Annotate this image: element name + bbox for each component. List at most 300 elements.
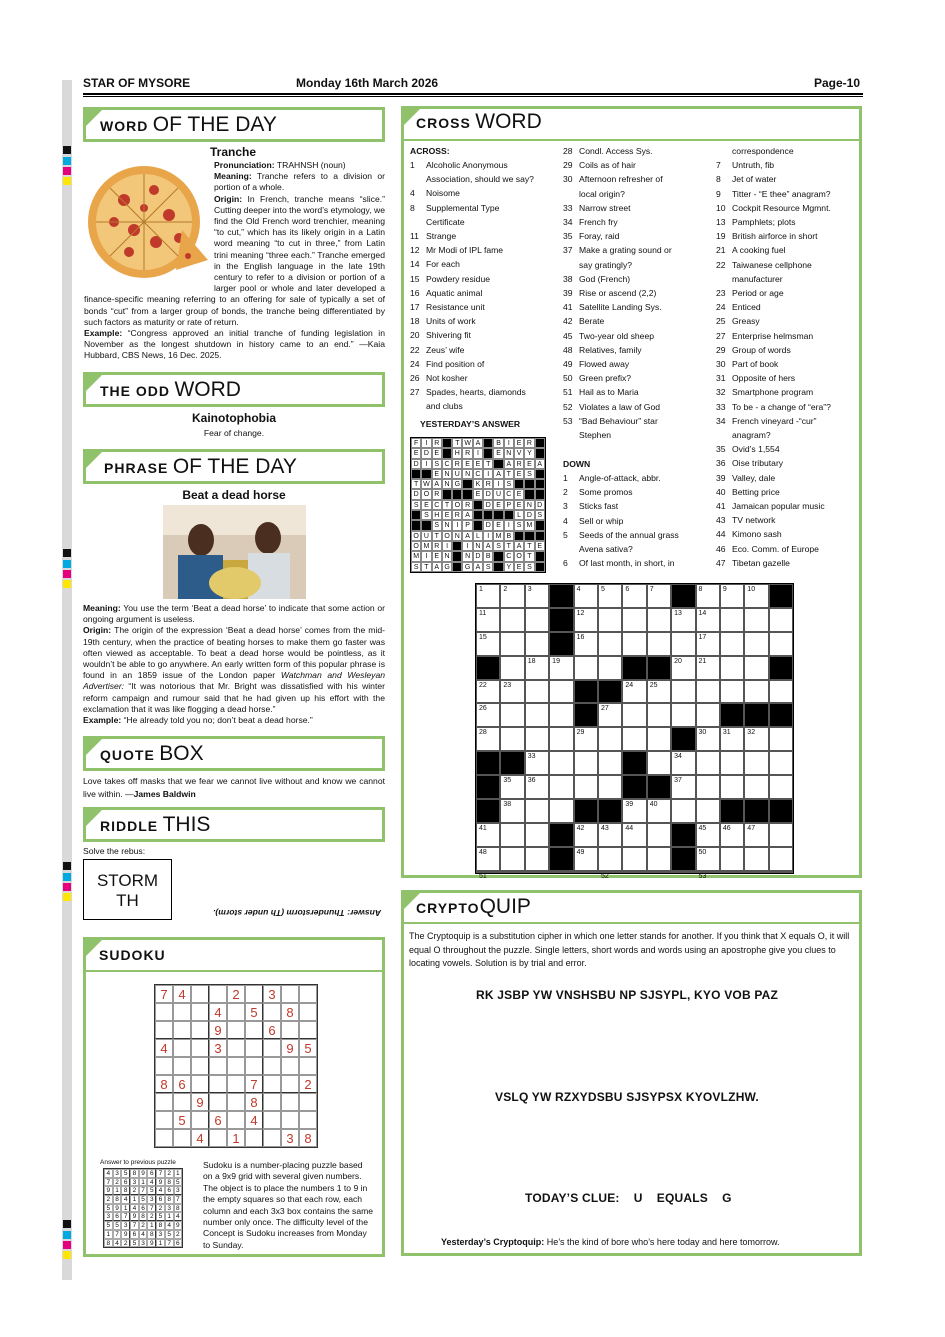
clue-item	[563, 514, 679, 528]
sudoku-cell[interactable]	[281, 1075, 299, 1093]
answer-cell: C	[473, 469, 483, 479]
crossword-cell[interactable]	[696, 847, 720, 871]
sudoku-cell[interactable]	[299, 1093, 317, 1111]
answer-cell: E	[432, 469, 442, 479]
clue-number: 29	[563, 160, 573, 171]
sudoku-cell[interactable]	[263, 1075, 281, 1093]
crossword-cell[interactable]	[696, 584, 720, 608]
crossword-cell[interactable]	[574, 608, 598, 632]
crossword-cell[interactable]	[769, 775, 793, 799]
cryptoquip-intro: The Cryptoquip is a substitution cipher in which one letter stands for another. If you think that X equals O, it will equal O throughout the puzzle. Single letters, short words and words using an apostrophe give you clues to locating vowels. Solution is by trial and error.	[409, 931, 850, 968]
sudoku-cell[interactable]	[191, 1075, 209, 1093]
sudoku-cell[interactable]	[227, 1039, 245, 1057]
crossword-cell[interactable]	[500, 680, 524, 704]
clue-item	[716, 172, 831, 186]
sudoku-cell[interactable]	[209, 1057, 227, 1075]
cryptoquip-divider	[404, 922, 859, 924]
answer-cell: D	[483, 520, 493, 530]
crossword-cell[interactable]	[549, 703, 573, 727]
crossword-cell[interactable]	[647, 608, 671, 632]
sudoku-cell[interactable]	[227, 1111, 245, 1129]
crossword-cell[interactable]	[696, 680, 720, 704]
crossword-cell[interactable]	[720, 680, 744, 704]
crossword-cell[interactable]	[671, 632, 695, 656]
answer-cell: U	[493, 489, 503, 499]
crossword-cell[interactable]	[622, 799, 646, 823]
clue-number: 18	[410, 316, 420, 327]
crossword-cell[interactable]	[598, 632, 622, 656]
sudoku-cell[interactable]	[263, 1111, 281, 1129]
crossword-cell[interactable]	[500, 775, 524, 799]
sudoku-cell: 3	[174, 1186, 183, 1195]
sudoku-cell[interactable]	[191, 1003, 209, 1021]
answer-cell: E	[535, 541, 545, 551]
crossword-cell[interactable]	[574, 584, 598, 608]
crossword-cell[interactable]	[622, 608, 646, 632]
sudoku-cell[interactable]	[245, 1039, 263, 1057]
crossword-cell[interactable]	[671, 656, 695, 680]
crossword-cell[interactable]	[574, 727, 598, 751]
crossword-cell[interactable]	[525, 703, 549, 727]
crossword-cell[interactable]	[598, 703, 622, 727]
crossword-cell[interactable]	[549, 656, 573, 680]
clue-item	[716, 329, 831, 343]
crossword-cell[interactable]	[769, 847, 793, 871]
crossword-cell[interactable]	[598, 584, 622, 608]
crossword-cell[interactable]	[744, 608, 768, 632]
crossword-cell[interactable]	[476, 632, 500, 656]
black-square	[462, 479, 472, 489]
crossword-cell[interactable]	[500, 703, 524, 727]
clue-item	[563, 371, 672, 385]
crossword-cell[interactable]	[671, 680, 695, 704]
clue-number: 48	[563, 344, 573, 355]
answer-cell: D	[411, 459, 421, 469]
word-of-day-word: Tranche	[210, 145, 257, 159]
crossword-cell[interactable]	[622, 871, 646, 873]
cell-number: 40	[649, 801, 658, 809]
answer-cell: S	[535, 510, 545, 520]
crossword-cell[interactable]	[574, 632, 598, 656]
crossword-cell[interactable]	[598, 775, 622, 799]
sudoku-cell[interactable]	[299, 1111, 317, 1129]
sudoku-cell: 9	[121, 1230, 130, 1239]
sudoku-cell: 9	[113, 1204, 122, 1213]
crossword-cell[interactable]	[525, 775, 549, 799]
sudoku-cell[interactable]	[245, 1021, 263, 1039]
black-square	[473, 510, 483, 520]
sudoku-cell[interactable]	[155, 1093, 173, 1111]
crossword-cell[interactable]	[769, 632, 793, 656]
crossword-cell[interactable]	[647, 703, 671, 727]
crossword-cell[interactable]	[476, 584, 500, 608]
sudoku-cell[interactable]	[263, 1003, 281, 1021]
crossword-cell[interactable]	[696, 608, 720, 632]
across-label: ACROSS:	[410, 146, 450, 156]
crossword-cell[interactable]	[744, 775, 768, 799]
sudoku-cell[interactable]	[299, 1003, 317, 1021]
cell-number: 34	[674, 753, 682, 761]
sudoku-cell[interactable]	[299, 1057, 317, 1075]
crossword-cell[interactable]	[696, 632, 720, 656]
sudoku-cell[interactable]	[227, 1075, 245, 1093]
crossword-cell[interactable]	[744, 847, 768, 871]
crossword-cell[interactable]	[525, 656, 549, 680]
crossword-cell[interactable]	[647, 727, 671, 751]
sudoku-cell: 2	[113, 1178, 122, 1187]
crossword-cell[interactable]	[525, 680, 549, 704]
crossword-cell[interactable]	[720, 632, 744, 656]
sudoku-cell[interactable]	[245, 1057, 263, 1075]
answer-cell: E	[524, 459, 534, 469]
crossword-cell[interactable]	[720, 751, 744, 775]
crossword-cell[interactable]	[525, 608, 549, 632]
crossword-cell[interactable]	[696, 799, 720, 823]
cell-number: 39	[625, 801, 634, 809]
crossword-cell[interactable]	[696, 871, 720, 880]
answer-cell: M	[421, 541, 431, 551]
crossword-cell[interactable]	[622, 584, 646, 608]
sudoku-cell[interactable]	[191, 1111, 209, 1129]
answer-cell: R	[452, 510, 462, 520]
crossword-cell[interactable]	[598, 656, 622, 680]
answer-cell: T	[483, 459, 493, 469]
crossword-cell[interactable]	[500, 799, 524, 823]
answer-cell: A	[462, 531, 472, 541]
cell-number: 24	[625, 681, 634, 689]
crossword-cell[interactable]	[744, 680, 768, 704]
crossword-cell[interactable]	[744, 584, 768, 608]
crossword-cell[interactable]	[500, 727, 524, 751]
sudoku-grid[interactable]	[154, 984, 318, 1148]
crossword-cell[interactable]	[525, 871, 549, 873]
sudoku-cell: 8	[139, 1212, 148, 1221]
crossword-cell[interactable]	[769, 751, 793, 775]
crossword-cell[interactable]	[769, 608, 793, 632]
black-square	[411, 520, 421, 530]
crossword-cell[interactable]	[598, 847, 622, 871]
crossword-cell[interactable]	[525, 799, 549, 823]
cell-number: 26	[479, 705, 487, 713]
crossword-cell[interactable]	[744, 727, 768, 751]
clue-number: 50	[563, 373, 573, 384]
crossword-cell[interactable]	[574, 775, 598, 799]
sudoku-cell[interactable]	[209, 985, 227, 1003]
sudoku-cell[interactable]	[281, 1021, 299, 1039]
black-square	[483, 448, 493, 458]
sudoku-cell[interactable]	[191, 1057, 209, 1075]
crossword-cell[interactable]	[549, 751, 573, 775]
crossword-cell[interactable]	[476, 847, 500, 871]
crossword-cell[interactable]	[622, 823, 646, 847]
black-square	[462, 489, 472, 499]
sudoku-cell[interactable]	[227, 1003, 245, 1021]
sudoku-cell: 1	[104, 1230, 113, 1239]
crossword-cell[interactable]	[476, 703, 500, 727]
clues-col-2	[563, 144, 672, 442]
sudoku-cell[interactable]	[263, 1039, 281, 1057]
crossword-cell[interactable]	[744, 871, 768, 873]
crossword-cell[interactable]	[598, 608, 622, 632]
clue-item	[716, 428, 831, 442]
arguing-couple-photo	[163, 505, 306, 599]
sudoku-cell[interactable]	[155, 1021, 173, 1039]
crossword-cell[interactable]	[500, 656, 524, 680]
sudoku-cell[interactable]	[227, 1093, 245, 1111]
example-line: Example: “Congress approved an initial tranche of funding legislation in November as the longest shutdown in history came to an end.” —Kaia Hubbard, CBS News, 16 Dec. 2025.	[84, 328, 385, 361]
answer-cell: I	[493, 479, 503, 489]
crossword-cell[interactable]	[647, 799, 671, 823]
crossword-cell[interactable]	[500, 608, 524, 632]
crossword-cell[interactable]	[549, 727, 573, 751]
crossword-cell[interactable]	[574, 751, 598, 775]
crossword-cell[interactable]	[500, 823, 524, 847]
answer-cell: N	[442, 551, 452, 561]
sudoku-cell: 4	[174, 1212, 183, 1221]
clue-item	[563, 414, 672, 428]
crossword-cell[interactable]	[598, 751, 622, 775]
crossword-cell[interactable]	[769, 871, 793, 873]
sudoku-cell[interactable]	[209, 1093, 227, 1111]
crossword-cell[interactable]	[574, 847, 598, 871]
crossword-cell[interactable]	[671, 799, 695, 823]
crossword-cell[interactable]	[720, 608, 744, 632]
sudoku-cell[interactable]	[227, 1021, 245, 1039]
answer-cell: O	[411, 541, 421, 551]
sudoku-cell[interactable]	[263, 1093, 281, 1111]
sudoku-cell[interactable]	[263, 1129, 281, 1147]
sudoku-cell[interactable]	[155, 1111, 173, 1129]
crossword-cell[interactable]	[696, 727, 720, 751]
clue-number: 5	[563, 529, 568, 540]
crossword-cell[interactable]	[769, 680, 793, 704]
sudoku-cell: 5	[173, 1111, 191, 1129]
crossword-cell[interactable]	[622, 680, 646, 704]
sudoku-cell[interactable]	[209, 1129, 227, 1147]
crossword-cell[interactable]	[744, 632, 768, 656]
crossword-cell[interactable]	[622, 703, 646, 727]
crossword-cell[interactable]	[549, 799, 573, 823]
sudoku-cell[interactable]	[173, 1057, 191, 1075]
crossword-grid[interactable]	[475, 583, 794, 880]
crossword-cell[interactable]	[525, 823, 549, 847]
crossword-cell[interactable]	[598, 871, 622, 880]
crossword-cell[interactable]	[647, 632, 671, 656]
riddle-title: RIDDLE THIS	[100, 813, 211, 836]
crossword-cell[interactable]	[647, 871, 671, 873]
clue-text: Relatives, family	[579, 344, 642, 355]
sudoku-cell[interactable]	[227, 1057, 245, 1075]
sudoku-cell: 3	[130, 1178, 139, 1187]
image-float-spacer	[84, 160, 214, 288]
crossword-cell[interactable]	[769, 727, 793, 751]
sudoku-cell[interactable]	[173, 1093, 191, 1111]
black-square	[769, 703, 793, 727]
clue-text: Find position of	[426, 358, 485, 369]
crossword-cell[interactable]	[720, 656, 744, 680]
sudoku-cell[interactable]	[281, 985, 299, 1003]
sudoku-cell[interactable]	[299, 1021, 317, 1039]
crossword-cell[interactable]	[647, 751, 671, 775]
clue-item	[716, 343, 831, 357]
sudoku-cell: 5	[245, 1003, 263, 1021]
crossword-cell[interactable]	[671, 703, 695, 727]
clue-item	[563, 172, 672, 186]
crossword-cell[interactable]	[598, 823, 622, 847]
sudoku-cell[interactable]	[191, 985, 209, 1003]
sudoku-cell[interactable]	[281, 1057, 299, 1075]
clue-number: 41	[563, 302, 573, 313]
sudoku-cell[interactable]	[245, 985, 263, 1003]
cell-number: 50	[698, 848, 707, 856]
crossword-cell[interactable]	[500, 632, 524, 656]
word-of-day-body	[84, 160, 385, 362]
header-rule-thin	[83, 96, 863, 97]
clue-text: Not kosher	[426, 373, 468, 384]
clue-item	[410, 272, 534, 286]
crossword-cell[interactable]	[525, 751, 549, 775]
sudoku-cell[interactable]	[299, 985, 317, 1003]
crossword-cell[interactable]	[598, 727, 622, 751]
crossword-cell[interactable]	[500, 584, 524, 608]
crossword-cell[interactable]	[476, 727, 500, 751]
black-square	[411, 469, 421, 479]
crossword-cell[interactable]	[476, 680, 500, 704]
rebus-line-2: TH	[116, 891, 139, 910]
issue-date: Monday 16th March 2026	[296, 76, 439, 90]
clue-number: 49	[563, 359, 573, 370]
crossword-cell[interactable]	[647, 680, 671, 704]
sudoku-cell[interactable]	[191, 1021, 209, 1039]
crossword-cell[interactable]	[647, 823, 671, 847]
crossword-cell[interactable]	[647, 847, 671, 871]
clue-item	[563, 300, 672, 314]
crossword-cell[interactable]	[696, 703, 720, 727]
crossword-cell[interactable]	[720, 847, 744, 871]
sudoku-cell: 6	[165, 1186, 174, 1195]
black-square	[535, 448, 545, 458]
sudoku-cell[interactable]	[173, 1003, 191, 1021]
crossword-cell[interactable]	[744, 751, 768, 775]
clue-text: Smartphone program	[732, 387, 814, 398]
clue-text: Mr Modi of IPL fame	[426, 245, 504, 256]
sudoku-cell[interactable]	[281, 1111, 299, 1129]
crossword-cell[interactable]	[476, 608, 500, 632]
crossword-cell[interactable]	[769, 823, 793, 847]
answer-cell: C	[504, 551, 514, 561]
sudoku-cell[interactable]	[155, 1129, 173, 1147]
answer-cell: I	[421, 551, 431, 561]
cell-number: 10	[747, 586, 756, 593]
black-square	[549, 608, 573, 632]
clue-text: Green prefix?	[579, 373, 632, 384]
black-square	[524, 479, 534, 489]
crossword-cell[interactable]	[622, 632, 646, 656]
crossword-cell[interactable]	[696, 751, 720, 775]
crossword-cell[interactable]	[622, 727, 646, 751]
clue-text: correspondence	[732, 146, 794, 156]
answer-cell: N	[462, 551, 472, 561]
clue-item	[716, 485, 831, 499]
crossword-cell[interactable]	[647, 584, 671, 608]
sudoku-cell[interactable]	[281, 1093, 299, 1111]
crossword-cell[interactable]	[720, 823, 744, 847]
crossword-cell[interactable]	[744, 823, 768, 847]
paper-name: STAR OF MYSORE	[83, 76, 191, 90]
sudoku-cell[interactable]	[155, 1057, 173, 1075]
crossword-cell[interactable]	[549, 680, 573, 704]
crossword-cell[interactable]	[720, 871, 744, 873]
crossword-cell[interactable]	[549, 775, 573, 799]
crossword-cell[interactable]	[671, 608, 695, 632]
crossword-cell[interactable]	[671, 775, 695, 799]
sudoku-cell[interactable]	[245, 1129, 263, 1147]
crossword-cell[interactable]	[720, 727, 744, 751]
black-square	[493, 510, 503, 520]
crossword-cell[interactable]	[525, 632, 549, 656]
sudoku-cell[interactable]	[263, 1057, 281, 1075]
sudoku-cell: 3	[147, 1195, 156, 1204]
black-square	[549, 584, 573, 608]
clue-item	[716, 229, 831, 243]
crossword-cell[interactable]	[696, 823, 720, 847]
clue-number: 45	[563, 330, 573, 341]
clue-text: Valley, dale	[732, 472, 776, 483]
clue-item	[563, 258, 672, 272]
black-square	[524, 489, 534, 499]
answer-cell: L	[514, 510, 524, 520]
answer-cell: N	[524, 500, 534, 510]
sudoku-cell[interactable]	[173, 1039, 191, 1057]
sudoku-cell[interactable]	[191, 1039, 209, 1057]
clue-text: Opposite of hers	[732, 373, 796, 384]
crossword-cell[interactable]	[744, 656, 768, 680]
crossword-cell[interactable]	[671, 751, 695, 775]
sudoku-cell[interactable]	[173, 1021, 191, 1039]
crossword-cell[interactable]	[622, 847, 646, 871]
crossword-cell[interactable]	[574, 823, 598, 847]
sudoku-cell: 2	[299, 1075, 317, 1093]
sudoku-cell: 5	[147, 1186, 156, 1195]
crossword-cell[interactable]	[525, 727, 549, 751]
crossword-cell[interactable]	[720, 584, 744, 608]
clue-text: Avena sativa?	[579, 544, 633, 555]
crossword-cell[interactable]	[476, 823, 500, 847]
crossword-cell[interactable]	[476, 871, 500, 880]
clue-item	[410, 201, 534, 215]
sudoku-cell[interactable]	[155, 1003, 173, 1021]
crossword-cell[interactable]	[574, 656, 598, 680]
black-square	[535, 520, 545, 530]
black-square	[452, 489, 462, 499]
crossword-cell[interactable]	[525, 847, 549, 871]
crossword-cell[interactable]	[525, 584, 549, 608]
clue-number: 14	[410, 259, 420, 270]
crossword-cell[interactable]	[500, 847, 524, 871]
crossword-cell[interactable]	[500, 871, 524, 873]
sudoku-cell[interactable]	[209, 1075, 227, 1093]
clue-number: 29	[716, 344, 726, 355]
answer-cell: D	[483, 489, 493, 499]
clue-text: Jamaican popular music	[732, 501, 825, 512]
clue-text: anagram?	[732, 430, 771, 441]
sudoku-cell[interactable]	[173, 1129, 191, 1147]
odd-word-meaning: Fear of change.	[203, 428, 265, 438]
crossword-cell[interactable]	[720, 775, 744, 799]
crossword-cell[interactable]	[696, 775, 720, 799]
crossword-cell[interactable]	[696, 656, 720, 680]
clue-number: 16	[410, 287, 420, 298]
